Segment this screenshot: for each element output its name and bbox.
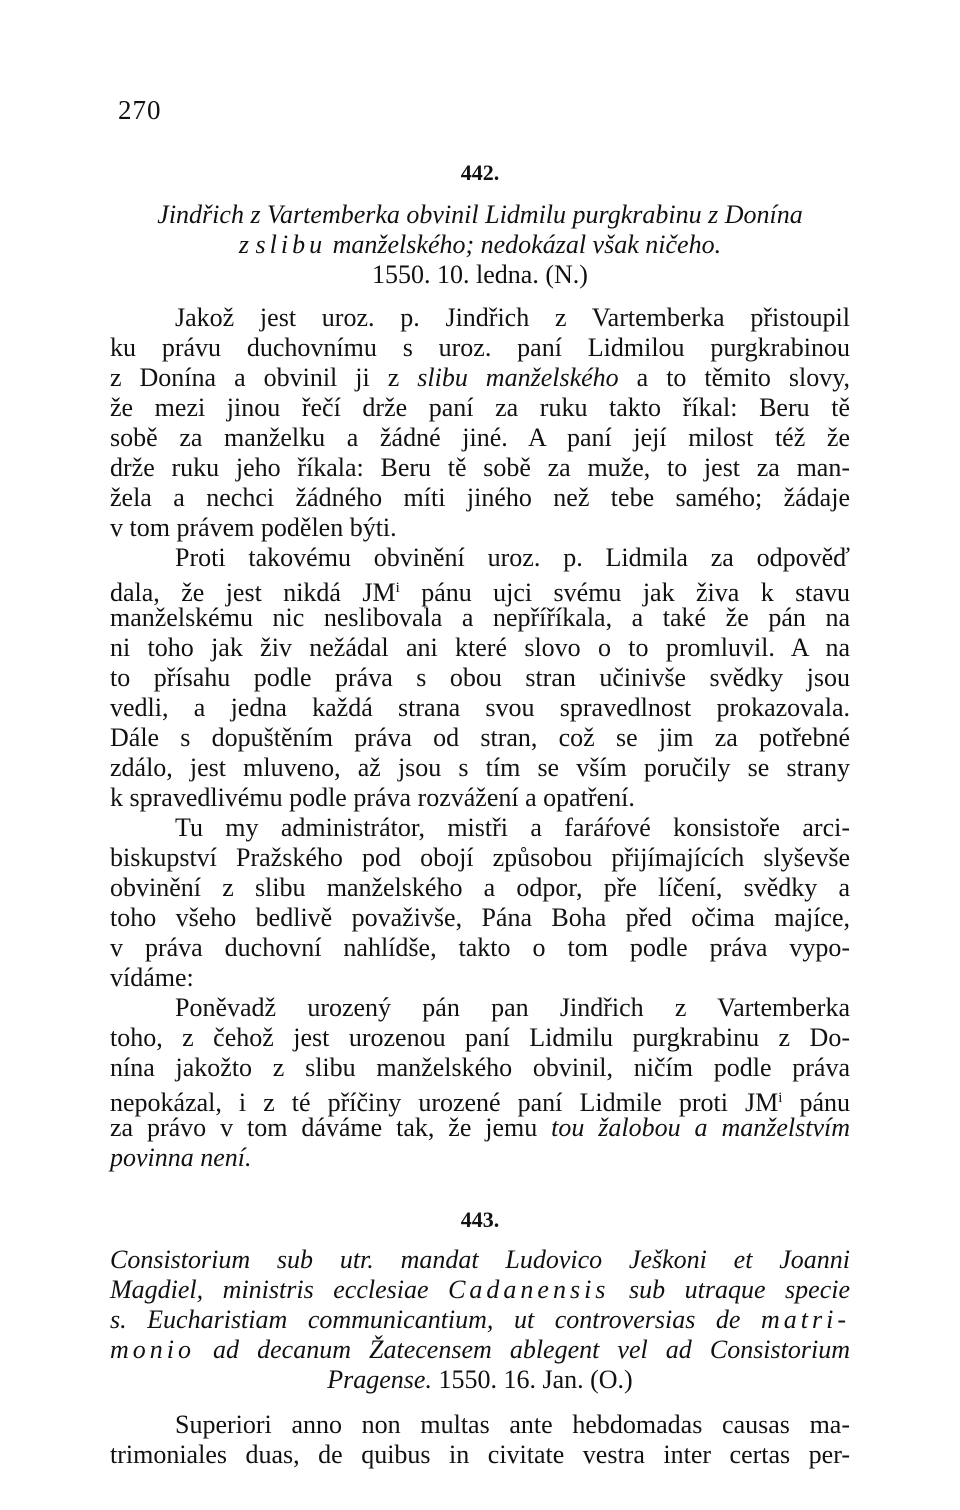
heading-443-line1: Consistorium sub utr. mandat Ludovico Ješkoni et Joanni bbox=[110, 1245, 850, 1274]
body-line: v tom právem podělen býti. bbox=[110, 513, 397, 542]
body-line: Poněvadž urozený pán pan Jindřich z Vartemberka bbox=[175, 993, 850, 1022]
body-text: za právo v tom dáváme tak, že jemu bbox=[110, 1113, 552, 1142]
heading-text: Magdiel, ministris ecclesiae bbox=[110, 1275, 449, 1304]
body-text: a to těmito slovy, bbox=[618, 363, 851, 392]
heading-text: 1550. 16. Jan. (O.) bbox=[431, 1365, 633, 1394]
body-line: že mezi jinou řečí drže paní za ruku takto říkal: Beru tě bbox=[110, 393, 850, 422]
heading-442-line1: Jindřich z Vartemberka obvinil Lidmilu purgkrabinu z Donína bbox=[157, 200, 803, 229]
heading-443-line3 bbox=[110, 1305, 850, 1335]
body-text: pánu bbox=[782, 1088, 850, 1117]
body-text: pánu ujci svému jak živa k stavu bbox=[399, 578, 850, 607]
heading-443-line2 bbox=[110, 1275, 850, 1305]
body-line: nína jakožto z slibu manželského obvinil, ničím podle práva bbox=[110, 1053, 850, 1082]
heading-text: ad decanum Žatecensem ablegent vel ad Consistorium bbox=[195, 1335, 850, 1364]
body-line: trimoniales duas, de quibus in civitate vestra inter certas per- bbox=[110, 1440, 850, 1469]
body-line: toho, z čehož jest urozenou paní Lidmilu purgkrabinu z Do- bbox=[110, 1023, 850, 1052]
body-line: biskupství Pražského pod obojí způsobou přijímajících slyševše bbox=[110, 843, 850, 872]
body-line: to přísahu podle práva s obou stran učinivše svědky jsou bbox=[110, 663, 850, 692]
body-text: nepokázal, i z té příčiny urozené paní Lidmile proti JM bbox=[110, 1088, 779, 1117]
body-line: toho všeho bedlivě považivše, Pána Boha před očima majíce, bbox=[110, 903, 850, 932]
spaced-word: slibu bbox=[255, 230, 327, 259]
body-text: z Donína a obvinil ji z bbox=[110, 363, 418, 392]
heading-442-date: 1550. 10. ledna. (N.) bbox=[372, 260, 588, 289]
body-line: ku právu duchovnímu s uroz. paní Lidmilou purgkrabinou bbox=[110, 333, 850, 362]
body-line: Proti takovému obvinění uroz. p. Lidmila za odpověď bbox=[175, 543, 850, 572]
italic-phrase: slibu manželského bbox=[417, 363, 619, 392]
heading-text: sub utraque specie bbox=[609, 1275, 850, 1304]
superscript: i bbox=[778, 1090, 783, 1106]
body-line: vídáme: bbox=[110, 963, 194, 992]
body-text: dala, že jest nikdá JM bbox=[110, 578, 396, 607]
heading-text: z bbox=[238, 230, 256, 259]
superscript: i bbox=[395, 580, 400, 596]
body-line: Tu my administrátor, mistři a faráŕové konsistoře arci- bbox=[175, 813, 850, 842]
body-line: ni toho jak živ nežádal ani které slovo o to promluvil. A na bbox=[110, 633, 850, 662]
body-line: Jakož jest uroz. p. Jindřich z Vartemberka přistoupil bbox=[175, 303, 850, 332]
section-number-443: 443. bbox=[460, 1207, 500, 1232]
body-line: zdálo, jest mluveno, až jsou s tím se vším poručily se strany bbox=[110, 753, 850, 782]
heading-443-date bbox=[0, 1365, 960, 1395]
body-line: žela a nechci žádného míti jiného než tebe samého; žádaje bbox=[110, 483, 850, 512]
heading-442-line2 bbox=[0, 230, 960, 260]
spaced-word: Cadanensis bbox=[448, 1275, 610, 1304]
body-line: drže ruku jeho říkala: Beru tě sobě za muže, to jest za man- bbox=[110, 453, 850, 482]
body-line bbox=[110, 363, 850, 393]
body-line: obvinění z slibu manželského a odpor, pře líčení, svědky a bbox=[110, 873, 850, 902]
section-number-442: 442. bbox=[460, 160, 500, 185]
heading-text: Pragense. bbox=[327, 1365, 432, 1394]
heading-text: s. Eucharistiam communicantium, ut controversias de bbox=[110, 1305, 761, 1334]
spaced-word: monio bbox=[110, 1335, 195, 1364]
heading-text: manželského; nedokázal však ničeho. bbox=[326, 230, 722, 259]
page-number: 270 bbox=[118, 95, 162, 125]
heading-443-line4 bbox=[110, 1335, 850, 1365]
body-line bbox=[110, 1113, 850, 1143]
body-line: k spravedlivému podle práva rozvážení a opatření. bbox=[110, 783, 635, 812]
body-line: Dále s dopuštěním práva od stran, což se jim za potřebné bbox=[110, 723, 850, 752]
italic-phrase: tou žalobou a manželstvím bbox=[551, 1113, 851, 1142]
spaced-word: matri- bbox=[761, 1305, 850, 1334]
body-line: v práva duchovní nahlídše, takto o tom podle práva vypo- bbox=[110, 933, 850, 962]
body-line: sobě za manželku a žádné jiné. A paní její milost též že bbox=[110, 423, 850, 452]
body-line: manželskému nic neslibovala a nepříříkala, a také že pán na bbox=[110, 603, 850, 632]
body-line: povinna není. bbox=[110, 1143, 252, 1172]
body-line: vedli, a jedna každá strana svou spravedlnost prokazovala. bbox=[110, 693, 850, 722]
body-line: Superiori anno non multas ante hebdomadas causas ma- bbox=[175, 1410, 850, 1439]
